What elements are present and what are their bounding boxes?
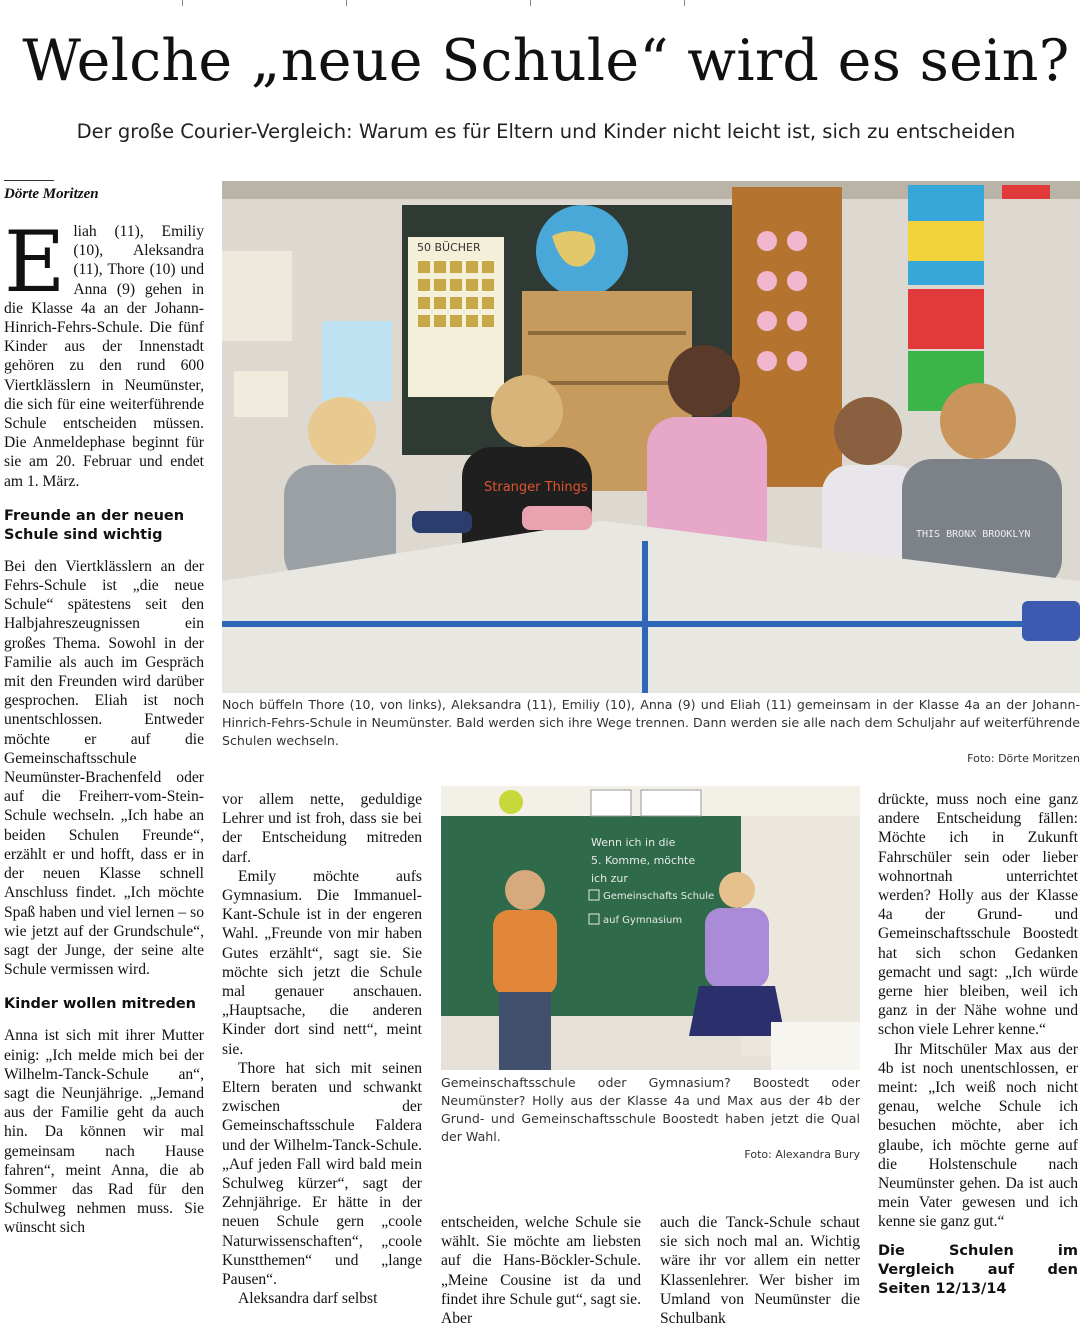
board-line-1: Wenn ich in die bbox=[591, 836, 676, 849]
paragraph: Anna ist sich mit ihrer Mutter einig: „Ich melde mich bei der Wilhelm-Tanck-Schule an“, sagt die Neunjährige. „Jemand aus der Familie geht da auch hin. Da können wir mal gemeinsam nach Hause fahren“, meint Anna, die ab Sommer das Rad für den Schulweg nehmen muss. Sie wünscht sich bbox=[4, 1027, 204, 1237]
column-1 bbox=[4, 213, 204, 1238]
paragraph: Ihr Mitschüler Max aus der 4b ist noch unentschlossen, er meint: „Ich weiß noch nicht genau, welche Schule ich besuchen möchte, aber ich glaube, ich möchte gerne auf die Holstenschule nach Neumünster gehen. Da ist auch mein Vater gewesen und ich kenne sie ganz gut.“ bbox=[878, 1040, 1078, 1231]
paragraph: auch die Tanck-Schule schaut sie sich noch mal an. Wichtig wäre ihr vor allem ein netter Klassenlehrer. Wer bisher im Umland von Neumünster die Schulbank bbox=[660, 1214, 860, 1328]
photo2-caption-text: Gemeinschaftsschule oder Gymnasium? Boostedt oder Neumünster? Holly aus der Klasse 4a und Max aus der 4b der Grund- und Gemeinschaftsschule Boostedt haben jetzt die Qual der Wahl. bbox=[441, 1075, 860, 1144]
author-rule bbox=[4, 180, 54, 181]
drop-cap: E bbox=[4, 213, 66, 311]
paragraph: Aleksandra darf selbst bbox=[238, 1290, 378, 1308]
page-reference: Die Schulen im Vergleich auf den Seiten 12/13/14 bbox=[878, 1242, 1078, 1297]
paragraph: drückte, muss noch eine ganz andere Entscheidung fällen: Möchte ich in Zukunft Fahrschüler sein oder lieber wohnortnah unterrichtet werden? Holly aus der Klasse 4a der Grund- und Gemeinschaftsschule Boostedt hat sich schon Gedanken gemacht und sagt: „Ich würde gerne hier bleiben, weil ich ganz in der Nähe wohne und schon viele Lehrer kenne.“ bbox=[878, 791, 1078, 1039]
board-line-3: ich zur bbox=[591, 872, 628, 885]
headline: Welche „neue Schule“ wird es sein? bbox=[22, 28, 1070, 94]
photo1-caption-text: Noch büffeln Thore (10, von links), Aleksandra (11), Emiliy (10), Anna (9) und Eliah (11) gemeinsam in der Klasse 4a an der Johann-Hinrich-Fehrs-Schule in Neumünster. Bald werden sich ihre Wege trennen. Dann werden sie alle nach dem Schuljahr auf weiterführende Schulen wechseln. bbox=[222, 697, 1080, 748]
sweater-print: Stranger Things bbox=[484, 480, 588, 495]
paragraph: vor allem nette, geduldige Lehrer und ist froh, dass sie bei der Entscheidung mitreden darf. bbox=[222, 791, 422, 866]
column-2 bbox=[222, 790, 422, 1308]
lead-text: liah (11), Emiliy (10), Aleksandra (11), Thore (10) und Anna (9) gehen in die Klasse 4a an der Johann-Hinrich-Fehrs-Schule. Die fünf Kinder aus der Innenstadt gehören zu den rund 600 Viertklässlern in Neumünster, die sich für eine weiterführende Schule entscheiden müssen. Die Anmeldephase beginnt für sie am 20. Februar und endet am 1. März. bbox=[4, 223, 204, 490]
board-option-1: Gemeinschafts Schule bbox=[603, 891, 715, 902]
column-3 bbox=[441, 1213, 641, 1328]
top-rule-marks bbox=[0, 0, 1092, 8]
author-byline: Dörte Moritzen bbox=[4, 186, 99, 202]
board-line-2: 5. Komme, möchte bbox=[591, 854, 696, 867]
blackboard-photo bbox=[441, 786, 860, 1070]
sweater-text: THIS BRONX BROOKLYN bbox=[916, 529, 1031, 540]
board-option-2: auf Gymnasium bbox=[603, 915, 683, 926]
subheadline: Der große Courier-Vergleich: Warum es für Eltern und Kinder nicht leicht ist, sich zu entscheiden bbox=[76, 120, 1016, 143]
subheading-kids: Kinder wollen mitreden bbox=[4, 996, 196, 1013]
subheading-friends: Freunde an der neuen Schule sind wichtig bbox=[4, 507, 185, 543]
paragraph: entscheiden, welche Schule sie wählt. Sie möchte am liebsten auf die Hans-Böckler-Schule. „Meine Cousine ist da und findet ihre Schule gut“, sagt sie. Aber bbox=[441, 1214, 641, 1328]
photo1-caption bbox=[222, 696, 1080, 768]
photo2-caption bbox=[441, 1074, 860, 1164]
photo1-credit: Foto: Dörte Moritzen bbox=[967, 752, 1080, 765]
books-poster-label: 50 BÜCHER bbox=[417, 241, 481, 254]
column-4 bbox=[660, 1213, 860, 1328]
column-5 bbox=[878, 790, 1078, 1299]
classroom-photo bbox=[222, 181, 1080, 693]
photo2-credit: Foto: Alexandra Bury bbox=[744, 1148, 860, 1161]
paragraph: Bei den Viertklässlern an der Fehrs-Schule ist „die neue Schule“ spätestens seit den Halbjahreszeugnissen ein großes Thema. Sowohl in der Familie als auch im Gespräch mit den Freunden wird darüber gesprochen. Eliah ist noch unentschlossen. Entweder möchte er auf die Gemeinschaftsschule Neumünster-Brachenfeld oder auf die Freiherr-vom-Stein-Schule wechseln. „Ich habe an beiden Schulen Freunde“, erzählt er und hofft, dass er in der neuen Klasse schnell Anschluss findet. „Ich möchte Spaß haben und viel lernen – so wie jetzt auf der Grundschule“, sagt der Junge, der seine alte Schule vermissen wird. bbox=[4, 557, 204, 979]
paragraph: Emily möchte aufs Gymnasium. Die Immanuel-Kant-Schule ist in der engeren Wahl. „Freunde von mir haben Gutes erzählt“, sagt sie. Sie möchte sich jetzt die Schule mal genauer anschauen. „Hauptsache, die anderen Kinder dort sind nett“, meint sie. bbox=[222, 867, 422, 1058]
paragraph: Thore hat sich mit seinen Eltern beraten und schwankt zwischen der Gemeinschaftsschule Faldera und der Wilhelm-Tanck-Schule. „Auf jeden Fall wird bald mein Schulweg kürzer“, sagt der Zehnjährige. Er hätte in der neuen Schule gern „coole Naturwissenschaften“, „coole Kunstthemen“ und „lange Pausen“. bbox=[222, 1059, 422, 1289]
lead-paragraph bbox=[4, 213, 204, 491]
